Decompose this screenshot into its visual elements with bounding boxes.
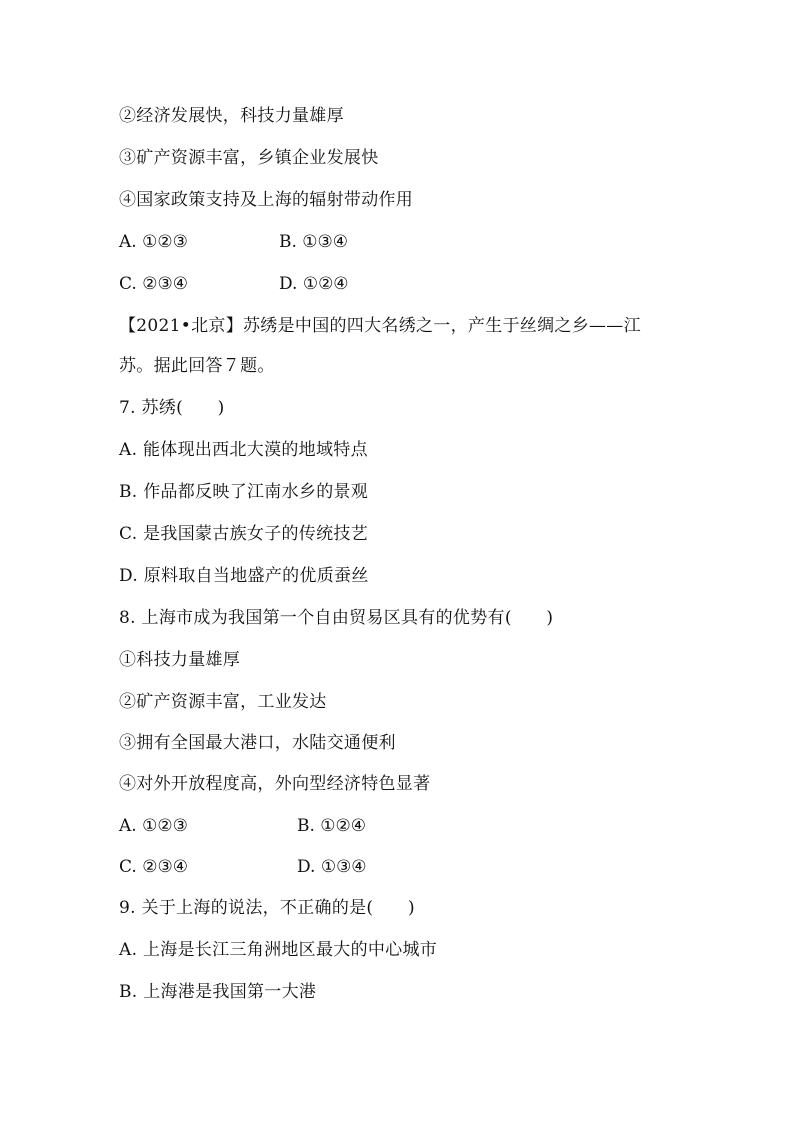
q7-option-b: B. 作品都反映了江南水乡的景观 xyxy=(119,482,369,502)
q7-stem: 7. 苏绣( ) xyxy=(119,398,225,418)
q8-option-d: D. ①③④ xyxy=(297,857,367,877)
q8-item-4: ④对外开放程度高，外向型经济特色显著 xyxy=(119,774,431,794)
q8-option-a: A. ①②③ xyxy=(119,816,188,836)
q7-option-d: D. 原料取自当地盛产的优质蚕丝 xyxy=(119,566,369,586)
q6-option-d: D. ①②④ xyxy=(279,274,349,294)
q7-option-c: C. 是我国蒙古族女子的传统技艺 xyxy=(119,524,369,544)
item-4-line: ④国家政策支持及上海的辐射带动作用 xyxy=(119,190,414,210)
q9-option-a: A. 上海是长江三角洲地区最大的中心城市 xyxy=(119,940,438,960)
q9-option-b: B. 上海港是我国第一大港 xyxy=(119,982,317,1002)
q8-option-b: B. ①②④ xyxy=(297,816,367,836)
q8-stem: 8. 上海市成为我国第一个自由贸易区具有的优势有( ) xyxy=(119,608,554,628)
q6-option-a: A. ①②③ xyxy=(119,232,188,252)
q7-option-a: A. 能体现出西北大漠的地域特点 xyxy=(119,440,368,460)
q9-stem: 9. 关于上海的说法，不正确的是( ) xyxy=(119,898,415,918)
intro-line-2: 苏。据此回答７题。 xyxy=(119,356,275,376)
q8-item-2: ②矿产资源丰富，工业发达 xyxy=(119,692,327,712)
intro-line-1: 【2021•北京】苏绣是中国的四大名绣之一，产生于丝绸之乡——江 xyxy=(119,316,641,336)
item-3-line: ③矿产资源丰富，乡镇企业发展快 xyxy=(119,148,379,168)
q8-option-c: C. ②③④ xyxy=(119,857,188,877)
q8-item-1: ①科技力量雄厚 xyxy=(119,650,241,670)
q6-option-c: C. ②③④ xyxy=(119,274,188,294)
item-2-line: ②经济发展快，科技力量雄厚 xyxy=(119,106,344,126)
q8-item-3: ③拥有全国最大港口，水陆交通便利 xyxy=(119,733,396,753)
q6-option-b: B. ①③④ xyxy=(279,232,349,252)
